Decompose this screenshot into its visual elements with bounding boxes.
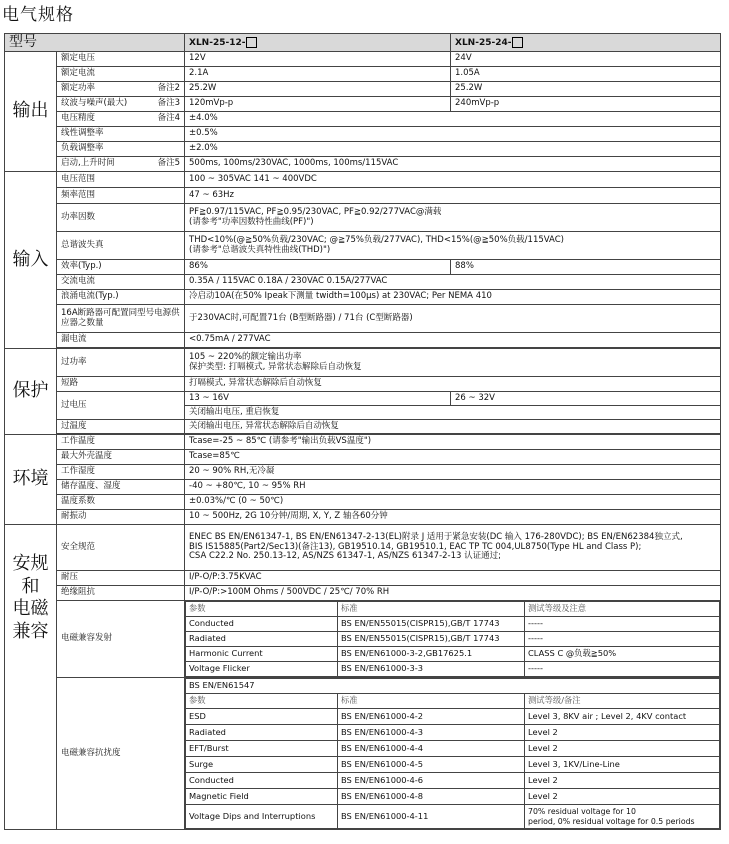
table-row: ESD BS EN/EN61000-4-2 Level 3, 8KV air ; Level 2, 4KV contact [186, 709, 720, 725]
safety-row [5, 571, 721, 586]
env-row [5, 480, 721, 495]
row-value: 2.1A [185, 67, 451, 82]
row-label: 短路 [57, 377, 185, 392]
output-row [5, 157, 721, 172]
row-value: <0.75mA / 277VAC [185, 333, 721, 348]
protection-row [5, 420, 721, 434]
row-label: 负载调整率 [57, 142, 185, 157]
protection-row [5, 377, 721, 392]
row-label: 总谐波失真 [57, 232, 185, 260]
output-row [5, 112, 721, 127]
row-label: 频率范围 [57, 188, 185, 204]
row-label: 过温度 [57, 420, 185, 434]
row-value: PF≧0.97/115VAC, PF≧0.95/230VAC, PF≧0.92/277VAC@满载 (请参考"功率因数特性曲线(PF)") [185, 204, 721, 232]
section-protection: 保护 [5, 349, 57, 435]
table-row: Voltage Flicker BS EN/EN61000-3-3 ----- [186, 662, 720, 677]
row-value: THD<10%(@≧50%负载/230VAC; @≧75%负载/277VAC), THD<15%(@≧50%负载/115VAC) (请参考"总谐波失真特性曲线(THD)") [185, 232, 721, 260]
row-label: 额定电流 [57, 67, 185, 82]
row-value: Tcase=-25 ~ 85℃ (请参考"输出负载VS温度") [185, 435, 721, 450]
row-value: 86% [185, 260, 451, 275]
input-row [5, 204, 721, 232]
note: 备注5 [157, 158, 180, 169]
row-label: 额定电压 [57, 52, 185, 67]
checkbox-icon [246, 37, 257, 48]
section-output: 输出 [5, 52, 57, 172]
output-row [5, 82, 721, 97]
row-value: 26 ~ 32V [451, 392, 721, 406]
env-row [5, 450, 721, 465]
row-label: 漏电流 [57, 333, 185, 348]
protection-row [5, 392, 721, 406]
row-value: 25.2W [451, 82, 721, 97]
row-value: 于230VAC时,可配置71台 (B型断路器) / 71台 (C型断路器) [185, 305, 721, 333]
emc-emission-table [185, 601, 721, 678]
output-row [5, 97, 721, 112]
table-row: Conducted BS EN/EN61000-4-6 Level 2 [186, 773, 720, 789]
env-row [5, 495, 721, 510]
row-label: 电压范围 [57, 172, 185, 188]
row-label: 功率因数 [57, 204, 185, 232]
model-1: XLN-25-12- [185, 34, 451, 52]
section-environment: 环境 [5, 435, 57, 525]
row-value: 10 ~ 500Hz, 2G 10分钟/周期, X, Y, Z 轴各60分钟 [185, 510, 721, 525]
output-row [5, 52, 721, 67]
row-label: 效率(Typ.) [57, 260, 185, 275]
row-value: 500ms, 100ms/230VAC, 1000ms, 100ms/115VAC [185, 157, 721, 172]
output-row [5, 142, 721, 157]
input-row [5, 232, 721, 260]
row-label: 耐压 [57, 571, 185, 586]
row-label: 电磁兼容发射 [57, 601, 185, 678]
row-value: ±0.5% [185, 127, 721, 142]
note: 备注2 [157, 83, 180, 94]
row-value: I/P-O/P:>100M Ohms / 500VDC / 25℃/ 70% RH [185, 586, 721, 601]
table-row: EFT/Burst BS EN/EN61000-4-4 Level 2 [186, 741, 720, 757]
row-value: ±4.0% [185, 112, 721, 127]
row-label: 交流电流 [57, 275, 185, 290]
protection-row [5, 349, 721, 377]
input-row [5, 290, 721, 305]
header-row [5, 34, 721, 52]
row-value: ±0.03%/℃ (0 ~ 50℃) [185, 495, 721, 510]
row-value: -40 ~ +80℃, 10 ~ 95% RH [185, 480, 721, 495]
row-label: 电磁兼容抗扰度 [57, 678, 185, 830]
row-value: 100 ~ 305VAC 141 ~ 400VDC [185, 172, 721, 188]
emc-emission-row [5, 601, 721, 678]
row-value: 1.05A [451, 67, 721, 82]
env-row [5, 435, 721, 450]
safety-row [5, 586, 721, 601]
row-value: 25.2W [185, 82, 451, 97]
row-value: 120mVp-p [185, 97, 451, 112]
model-col-label: 型号 [5, 34, 185, 52]
row-value: 打嗝模式, 异常状态解除后自动恢复 [185, 377, 721, 392]
table-row: Harmonic Current BS EN/EN61000-3-2,GB17625.1 CLASS C @负载≧50% [186, 647, 720, 662]
table-row: Radiated BS EN/EN61000-4-3 Level 2 [186, 725, 720, 741]
model-2: XLN-25-24- [451, 34, 721, 52]
input-row [5, 333, 721, 348]
row-value: I/P-O/P:3.75KVAC [185, 571, 721, 586]
spec-table [4, 33, 721, 830]
row-value: 冷启动10A(在50% Ipeak下测量 twidth=100μs) at 230VAC; Per NEMA 410 [185, 290, 721, 305]
row-label: 工作湿度 [57, 465, 185, 480]
input-row [5, 305, 721, 333]
row-value: 24V [451, 52, 721, 67]
output-row [5, 67, 721, 82]
table-row: Surge BS EN/EN61000-4-5 Level 3, 1KV/Line-Line [186, 757, 720, 773]
table-row: Conducted BS EN/EN55015(CISPR15),GB/T 17743 ----- [186, 617, 720, 632]
input-row [5, 275, 721, 290]
input-row [5, 260, 721, 275]
section-input: 输入 [5, 172, 57, 349]
row-value: 20 ~ 90% RH,无冷凝 [185, 465, 721, 480]
input-row [5, 188, 721, 204]
row-value: ENEC BS EN/EN61347-1, BS EN/EN61347-2-13(EL)附录 J 适用于紧急安装(DC 输入 176-280VDC); BS EN/EN62384独立式, BIS IS15885(Part2/Sec13)(备注13), GB19510.14, GB19510.1, EAC TP TC 004,UL8750(Type HL and Class P); CSA C22.2 No. 250.13-12, AS/NZS 61347-1, AS/NZS 61347-2-13 认证通过; [185, 525, 721, 571]
row-label: 过电压 [57, 392, 185, 420]
emc-top-row: BS EN/EN61547 [186, 679, 720, 694]
env-row [5, 465, 721, 480]
checkbox-icon [512, 37, 523, 48]
row-value: ±2.0% [185, 142, 721, 157]
emc-immunity-table [185, 678, 721, 830]
env-row [5, 510, 721, 525]
row-label: 电压精度 备注4 [57, 112, 185, 127]
output-row [5, 127, 721, 142]
emc-immunity-row [5, 678, 721, 830]
row-value: 关闭输出电压, 重启恢复 [185, 406, 721, 420]
table-row: Radiated BS EN/EN55015(CISPR15),GB/T 17743 ----- [186, 632, 720, 647]
row-label: 纹波与噪声(最大) 备注3 [57, 97, 185, 112]
row-label: 浪涌电流(Typ.) [57, 290, 185, 305]
table-row: Magnetic Field BS EN/EN61000-4-8 Level 2 [186, 789, 720, 805]
row-label: 16A断路器可配置同型号电源供应器之数量 [57, 305, 185, 333]
row-value: 105 ~ 220%的额定输出功率 保护类型: 打嗝模式, 异常状态解除后自动恢复 [185, 349, 721, 377]
row-label: 储存温度、湿度 [57, 480, 185, 495]
note: 备注3 [157, 98, 180, 109]
row-value: 关闭输出电压, 异常状态解除后自动恢复 [185, 420, 721, 434]
row-label: 过功率 [57, 349, 185, 377]
row-value: 12V [185, 52, 451, 67]
section-safety-emc: 安规 和 电磁 兼容 [5, 525, 57, 830]
row-label: 耐振动 [57, 510, 185, 525]
row-label: 额定功率 备注2 [57, 82, 185, 97]
row-value: 240mVp-p [451, 97, 721, 112]
input-row [5, 172, 721, 188]
safety-row [5, 525, 721, 571]
row-value: 13 ~ 16V [185, 392, 451, 406]
row-label: 最大外壳温度 [57, 450, 185, 465]
table-row: Voltage Dips and Interruptions BS EN/EN61000-4-11 70% residual voltage for 10 period, 0% residual voltage for 0.5 periods [186, 805, 720, 829]
row-label: 安全规范 [57, 525, 185, 571]
page-title: 电气规格 [2, 5, 74, 25]
row-value: 0.35A / 115VAC 0.18A / 230VAC 0.15A/277VAC [185, 275, 721, 290]
row-label: 启动,上升时间 备注5 [57, 157, 185, 172]
row-label: 线性调整率 [57, 127, 185, 142]
row-label: 温度系数 [57, 495, 185, 510]
row-value: Tcase=85℃ [185, 450, 721, 465]
emc-header: 参数 标准 测试等级及注意 [186, 602, 720, 617]
note: 备注4 [157, 113, 180, 124]
row-value: 47 ~ 63Hz [185, 188, 721, 204]
row-value: 88% [451, 260, 721, 275]
row-label: 工作温度 [57, 435, 185, 450]
row-label: 绝缘阻抗 [57, 586, 185, 601]
emc-header: 参数 标准 测试等级/备注 [186, 694, 720, 709]
